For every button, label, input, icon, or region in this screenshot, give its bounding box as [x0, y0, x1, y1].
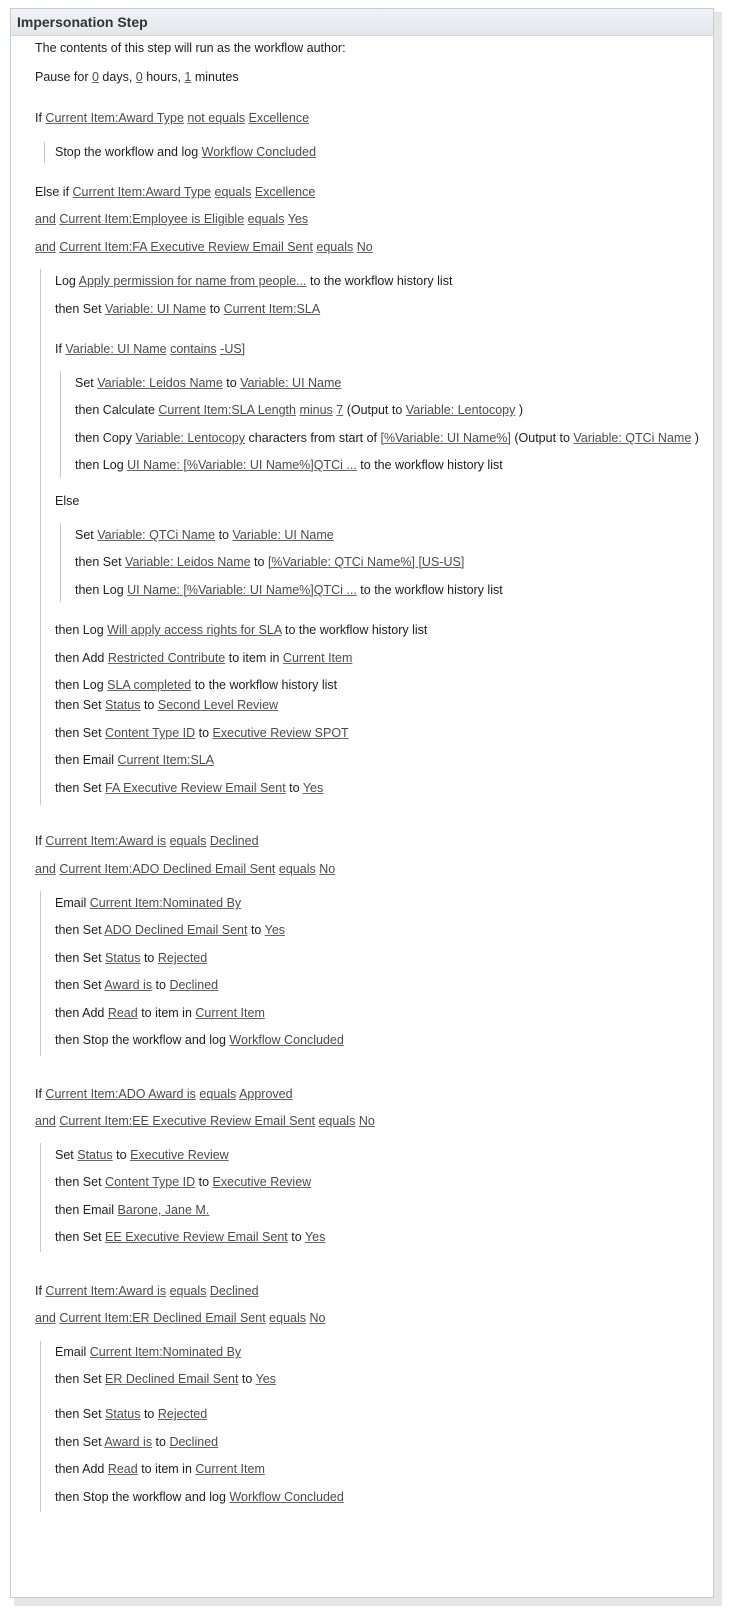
workflow-link[interactable]: Current Item:Award is — [45, 1284, 167, 1298]
workflow-link[interactable]: Current Item:SLA — [117, 753, 215, 767]
workflow-text: Else if — [35, 185, 73, 199]
workflow-link[interactable]: Executive Review — [130, 1148, 229, 1162]
workflow-link[interactable]: Declined — [169, 1435, 219, 1449]
indent-guide — [60, 523, 61, 602]
workflow-text: to item in — [225, 651, 283, 665]
workflow-line — [55, 1005, 265, 1021]
workflow-text: to — [140, 1407, 158, 1421]
workflow-line — [55, 1489, 344, 1505]
workflow-line — [35, 1113, 375, 1129]
workflow-text: to — [152, 1435, 170, 1449]
workflow-link[interactable]: Excellence — [254, 185, 316, 199]
workflow-line — [35, 1283, 259, 1299]
indent-guide — [44, 142, 45, 163]
workflow-link[interactable]: Status — [105, 1407, 141, 1421]
workflow-link[interactable]: Variable: Lentocopy — [405, 403, 516, 417]
workflow-text: then Log — [75, 458, 128, 472]
workflow-text: If — [35, 1087, 46, 1101]
workflow-text: The contents of this step will run as the workflow author: — [35, 41, 346, 55]
workflow-link[interactable]: No — [358, 1114, 375, 1128]
workflow-line — [75, 457, 503, 473]
workflow-link[interactable]: and — [35, 862, 56, 876]
workflow-line — [55, 977, 218, 993]
workflow-link[interactable]: Workflow Concluded — [229, 1490, 344, 1504]
workflow-text: then Copy — [75, 431, 136, 445]
workflow-link[interactable]: UI Name: [%Variable: UI Name%]QTCi ... — [127, 458, 357, 472]
workflow-text: If — [35, 1284, 46, 1298]
workflow-link[interactable]: Apply permission for name from people... — [78, 274, 307, 288]
workflow-line — [55, 895, 241, 911]
workflow-text: hours, — [142, 70, 185, 84]
workflow-link[interactable]: equals — [199, 1087, 237, 1101]
workflow-link[interactable]: Yes — [302, 781, 324, 795]
workflow-text: to — [287, 1230, 305, 1244]
workflow-text: then Set — [75, 555, 126, 569]
workflow-link[interactable]: equals — [318, 1114, 356, 1128]
workflow-text: Pause for — [35, 70, 92, 84]
workflow-text: to — [112, 1148, 131, 1162]
workflow-link[interactable]: Current Item — [195, 1462, 265, 1476]
workflow-link[interactable]: Current Item:Award Type — [45, 111, 184, 125]
workflow-link[interactable]: Rejected — [157, 951, 208, 965]
workflow-text: Set — [55, 1148, 78, 1162]
workflow-line — [75, 582, 503, 598]
workflow-line — [35, 211, 308, 227]
workflow-text: to — [222, 376, 241, 390]
workflow-link[interactable]: and — [35, 212, 56, 226]
workflow-link[interactable]: and — [35, 1114, 56, 1128]
workflow-line — [75, 554, 464, 570]
workflow-link[interactable]: EE Executive Review Email Sent — [105, 1230, 288, 1244]
workflow-text: to — [206, 302, 224, 316]
workflow-line — [35, 184, 315, 200]
workflow-line — [35, 239, 373, 255]
workflow-link[interactable]: Yes — [304, 1230, 326, 1244]
workflow-text: then Log — [55, 678, 108, 692]
indent-guide — [60, 371, 61, 478]
workflow-link[interactable]: equals — [316, 240, 354, 254]
workflow-link[interactable]: Current Item:Employee is Eligible — [59, 212, 245, 226]
workflow-text: to — [247, 923, 265, 937]
workflow-line — [55, 1229, 325, 1245]
workflow-link[interactable]: Award is — [104, 1435, 153, 1449]
workflow-line — [55, 780, 323, 796]
workflow-link[interactable]: not equals — [187, 111, 246, 125]
workflow-link[interactable]: Award is — [104, 978, 153, 992]
workflow-link[interactable]: contains — [170, 342, 217, 356]
workflow-link[interactable]: Variable: UI Name — [65, 342, 167, 356]
workflow-line — [55, 1202, 209, 1218]
workflow-text: to — [195, 726, 213, 740]
workflow-link[interactable]: Current Item:Award Type — [72, 185, 212, 199]
indent-guide — [40, 891, 41, 1056]
workflow-link[interactable]: Yes — [287, 212, 309, 226]
workflow-line — [35, 1310, 325, 1326]
workflow-link[interactable]: Variable: QTCi Name — [573, 431, 692, 445]
workflow-text: to — [195, 1175, 213, 1189]
workflow-link[interactable]: [%Variable: UI Name%] — [380, 431, 511, 445]
workflow-text: ) — [691, 431, 699, 445]
workflow-link[interactable]: Executive Review SPOT — [212, 726, 349, 740]
workflow-text: characters from start of — [245, 431, 381, 445]
workflow-line — [75, 430, 699, 446]
workflow-link[interactable]: equals — [214, 185, 252, 199]
workflow-line — [55, 725, 349, 741]
workflow-text: then Stop the workflow and log — [55, 1033, 230, 1047]
workflow-text: then Add — [55, 651, 108, 665]
workflow-line — [55, 273, 452, 289]
workflow-line — [55, 1147, 229, 1163]
workflow-line — [35, 69, 239, 85]
workflow-line — [35, 861, 335, 877]
workflow-link[interactable]: 7 — [336, 403, 344, 417]
workflow-text: then Set — [55, 781, 106, 795]
indent-guide — [40, 1143, 41, 1252]
workflow-link[interactable]: Variable: Leidos Name — [97, 376, 223, 390]
workflow-text: to — [215, 528, 233, 542]
workflow-line — [55, 650, 352, 666]
workflow-text: then Set — [55, 923, 105, 937]
workflow-text: to — [140, 951, 158, 965]
workflow-line — [55, 301, 320, 317]
workflow-link[interactable]: 0 — [91, 70, 99, 84]
workflow-text: then Set — [55, 951, 106, 965]
workflow-line — [55, 144, 316, 160]
workflow-text: to — [250, 555, 268, 569]
workflow-text: to the workflow history list — [306, 274, 453, 288]
workflow-link[interactable]: Restricted Contribute — [107, 651, 226, 665]
workflow-link[interactable]: Current Item:SLA Length — [158, 403, 296, 417]
workflow-text: then Stop the workflow and log — [55, 1490, 230, 1504]
workflow-text: then Set — [55, 698, 106, 712]
workflow-text: to — [285, 781, 303, 795]
workflow-text: then Set — [55, 978, 105, 992]
workflow-link[interactable]: Will apply access rights for SLA — [107, 623, 282, 637]
workflow-line — [55, 697, 278, 713]
workflow-link[interactable]: Variable: QTCi Name — [97, 528, 216, 542]
workflow-link[interactable]: Declined — [209, 1284, 259, 1298]
workflow-link[interactable]: Current Item:Nominated By — [89, 896, 242, 910]
workflow-text: then Set — [55, 1435, 105, 1449]
workflow-link[interactable]: Current Item:EE Executive Review Email Sent — [59, 1114, 315, 1128]
workflow-link[interactable]: Status — [77, 1148, 113, 1162]
workflow-link[interactable]: 1 — [184, 70, 192, 84]
workflow-link[interactable]: Barone, Jane M. — [117, 1203, 210, 1217]
workflow-text: then Calculate — [75, 403, 159, 417]
step-header[interactable] — [11, 9, 713, 36]
workflow-text: Else — [55, 494, 80, 508]
step-title: Impersonation Step — [17, 14, 148, 30]
workflow-link[interactable]: Current Item — [195, 1006, 265, 1020]
workflow-link[interactable]: Variable: UI Name — [105, 302, 207, 316]
workflow-link[interactable]: Read — [107, 1006, 138, 1020]
workflow-link[interactable]: equals — [169, 834, 207, 848]
workflow-line — [55, 950, 207, 966]
workflow-text: Email — [55, 896, 90, 910]
panel-shadow-right — [714, 12, 722, 1604]
workflow-link[interactable]: Content Type ID — [105, 726, 196, 740]
indent-guide — [40, 1341, 41, 1512]
workflow-text: minutes — [191, 70, 239, 84]
workflow-link[interactable]: and — [35, 240, 56, 254]
workflow-text: then Set — [55, 302, 106, 316]
workflow-line — [55, 922, 285, 938]
workflow-link[interactable]: Current Item:ER Declined Email Sent — [59, 1311, 266, 1325]
workflow-line — [55, 1461, 265, 1477]
workflow-link[interactable]: Executive Review — [212, 1175, 312, 1189]
workflow-link[interactable]: Declined — [209, 834, 259, 848]
workflow-link[interactable]: -US] — [220, 342, 246, 356]
workflow-text: (Output to — [510, 431, 574, 445]
workflow-text: to item in — [137, 1006, 196, 1020]
workflow-text: then Log — [55, 623, 108, 637]
workflow-link[interactable]: ER Declined Email Sent — [105, 1372, 239, 1386]
workflow-link[interactable]: No — [319, 862, 336, 876]
workflow-text: Set — [75, 376, 98, 390]
panel-shadow-bottom — [14, 1598, 722, 1606]
workflow-line — [55, 752, 214, 768]
workflow-line — [35, 1086, 293, 1102]
workflow-text: If — [35, 834, 46, 848]
workflow-line — [75, 402, 523, 418]
workflow-line — [35, 40, 346, 56]
workflow-line — [55, 1174, 311, 1190]
workflow-text: to — [238, 1372, 256, 1386]
workflow-link[interactable]: equals — [278, 862, 316, 876]
workflow-link[interactable]: [%Variable: QTCi Name%] [US-US] — [267, 555, 465, 569]
workflow-text: then Set — [55, 1372, 106, 1386]
workflow-line — [55, 677, 337, 693]
workflow-link[interactable]: minus — [299, 403, 333, 417]
workflow-text: If — [35, 111, 46, 125]
workflow-text: to item in — [137, 1462, 196, 1476]
workflow-link[interactable]: Workflow Concluded — [229, 1033, 344, 1047]
workflow-link[interactable]: No — [309, 1311, 326, 1325]
workflow-link[interactable]: Excellence — [248, 111, 310, 125]
workflow-link[interactable]: UI Name: [%Variable: UI Name%]QTCi ... — [127, 583, 357, 597]
workflow-link[interactable]: Content Type ID — [105, 1175, 196, 1189]
workflow-link[interactable]: Current Item:Award is — [45, 834, 167, 848]
workflow-line — [55, 1032, 344, 1048]
workflow-text: If — [55, 342, 66, 356]
workflow-link[interactable]: FA Executive Review Email Sent — [105, 781, 286, 795]
workflow-text: then Log — [75, 583, 128, 597]
workflow-link[interactable]: Current Item:SLA — [223, 302, 321, 316]
workflow-link[interactable]: Current Item:Nominated By — [89, 1345, 242, 1359]
workflow-line — [55, 1371, 276, 1387]
workflow-text: to — [140, 698, 158, 712]
workflow-line — [55, 1434, 218, 1450]
workflow-link[interactable]: Yes — [255, 1372, 277, 1386]
workflow-line — [55, 622, 427, 638]
workflow-line — [75, 375, 341, 391]
workflow-text: then Set — [55, 726, 106, 740]
workflow-line — [35, 833, 259, 849]
workflow-link[interactable]: Declined — [169, 978, 219, 992]
workflow-link[interactable]: Variable: UI Name — [232, 528, 334, 542]
workflow-link[interactable]: Read — [107, 1462, 138, 1476]
workflow-line — [55, 1344, 241, 1360]
workflow-line — [55, 341, 245, 357]
workflow-text: then Add — [55, 1462, 108, 1476]
indent-guide — [40, 269, 41, 805]
workflow-text: to the workflow history list — [191, 678, 338, 692]
workflow-line — [35, 110, 309, 126]
workflow-link[interactable]: equals — [269, 1311, 307, 1325]
workflow-text: to the workflow history list — [356, 583, 503, 597]
workflow-link[interactable]: Current Item:ADO Declined Email Sent — [59, 862, 276, 876]
workflow-link[interactable]: SLA completed — [107, 678, 192, 692]
workflow-text: then Set — [55, 1230, 106, 1244]
workflow-text: Log — [55, 274, 79, 288]
workflow-link[interactable]: Current Item — [282, 651, 353, 665]
workflow-text: days, — [98, 70, 136, 84]
workflow-link[interactable]: and — [35, 1311, 56, 1325]
workflow-link[interactable]: Second Level Review — [157, 698, 279, 712]
workflow-text: then Email — [55, 1203, 118, 1217]
workflow-text: ) — [515, 403, 523, 417]
workflow-link[interactable]: Approved — [239, 1087, 293, 1101]
workflow-link[interactable]: Current Item:FA Executive Review Email Sent — [59, 240, 313, 254]
workflow-text: (Output to — [343, 403, 406, 417]
workflow-link[interactable]: Status — [105, 951, 141, 965]
workflow-text: then Add — [55, 1006, 108, 1020]
workflow-text: then Email — [55, 753, 118, 767]
workflow-link[interactable]: Rejected — [157, 1407, 208, 1421]
workflow-link[interactable]: Current Item:ADO Award is — [45, 1087, 196, 1101]
workflow-text: Email — [55, 1345, 90, 1359]
workflow-line — [55, 493, 79, 509]
workflow-text: Set — [75, 528, 98, 542]
workflow-link[interactable]: Variable: UI Name — [240, 376, 342, 390]
workflow-text: to the workflow history list — [356, 458, 503, 472]
workflow-link[interactable]: equals — [247, 212, 285, 226]
impersonation-step-panel — [10, 8, 714, 1598]
workflow-link[interactable]: Yes — [264, 923, 286, 937]
workflow-link[interactable]: Workflow Concluded — [201, 145, 317, 159]
workflow-text: then Set — [55, 1175, 106, 1189]
workflow-link[interactable]: No — [356, 240, 373, 254]
workflow-link[interactable]: 0 — [135, 70, 143, 84]
workflow-link[interactable]: ADO Declined Email Sent — [104, 923, 248, 937]
workflow-link[interactable]: Status — [105, 698, 141, 712]
workflow-text: Stop the workflow and log — [55, 145, 202, 159]
workflow-link[interactable]: Variable: Lentocopy — [135, 431, 246, 445]
workflow-text: then Set — [55, 1407, 106, 1421]
workflow-line — [55, 1406, 207, 1422]
workflow-text: to the workflow history list — [281, 623, 428, 637]
workflow-link[interactable]: equals — [169, 1284, 207, 1298]
workflow-line — [75, 527, 334, 543]
workflow-link[interactable]: Variable: Leidos Name — [125, 555, 251, 569]
workflow-text: to — [152, 978, 170, 992]
